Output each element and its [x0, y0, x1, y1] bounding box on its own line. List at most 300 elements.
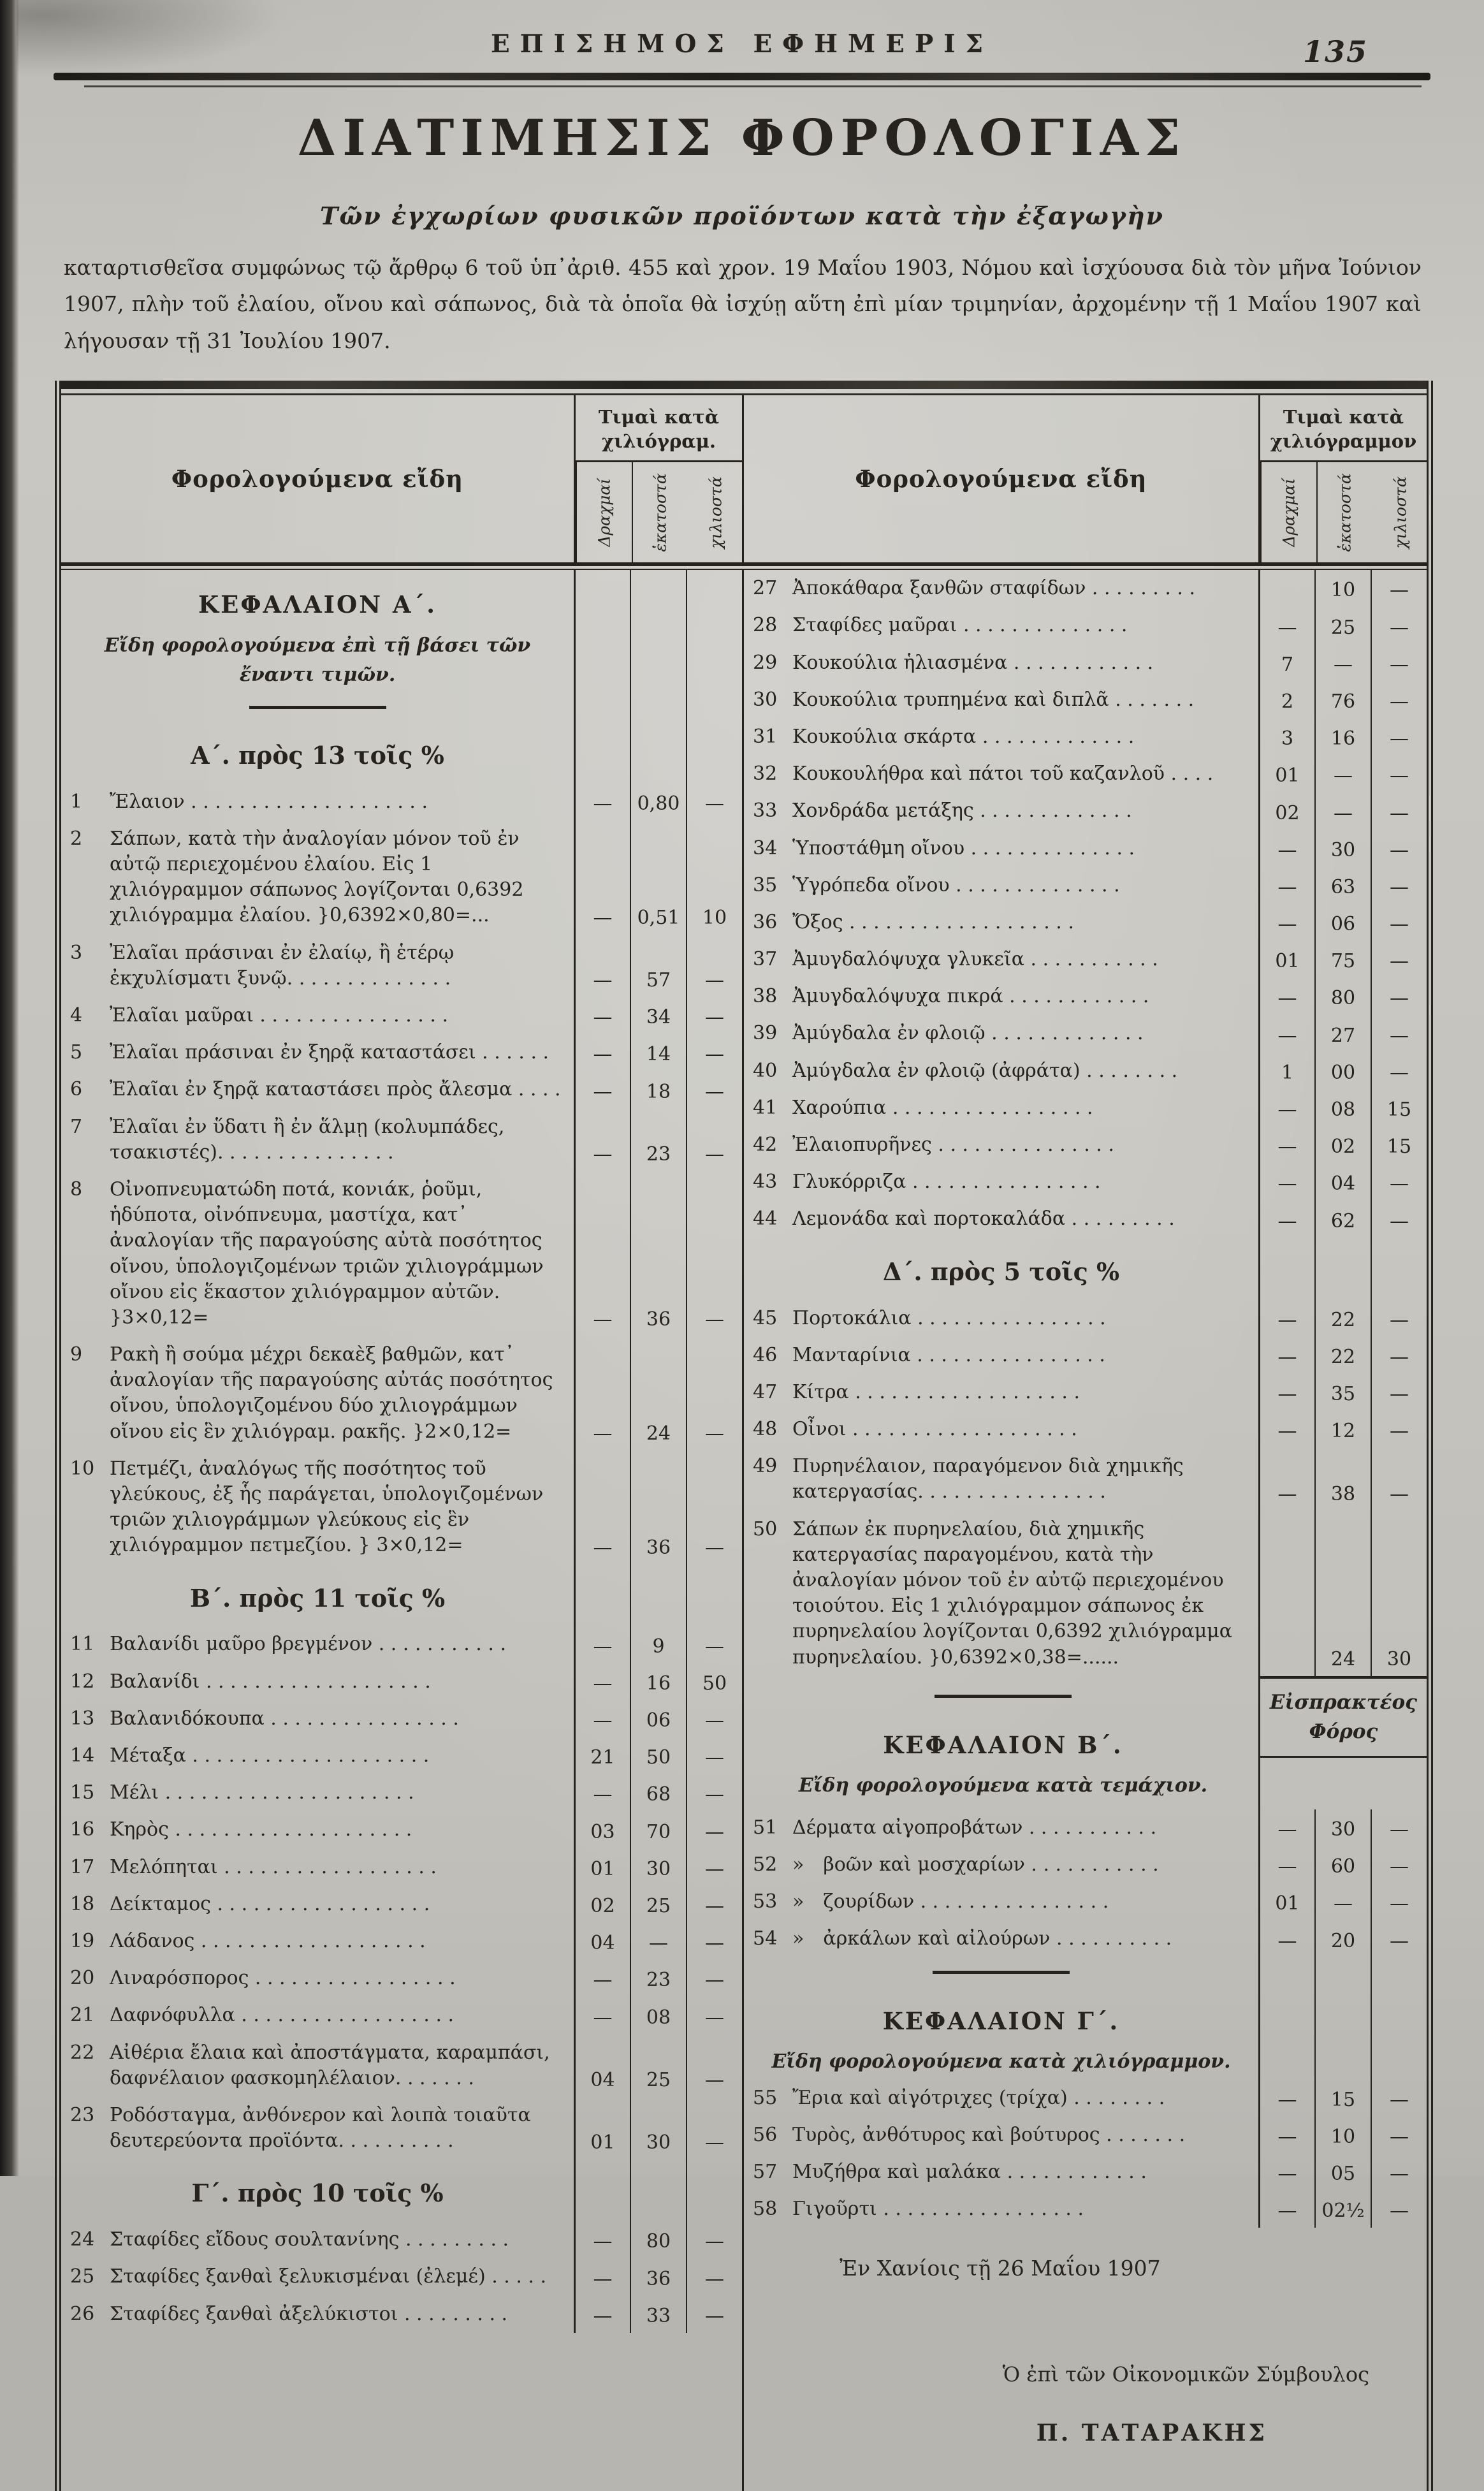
hundredths-value: 16: [1314, 719, 1371, 756]
hundredths-value: —: [1314, 645, 1371, 682]
masthead-title: ΕΠΙΣΗΜΟΣ ΕΦΗΜΕΡΙΣ: [490, 29, 994, 59]
tariff-item-number: 15: [70, 1781, 95, 1804]
tariff-item-number: 49: [753, 1455, 778, 1478]
hundredths-value: 04: [1314, 1164, 1371, 1201]
tariff-item-label: Ἐλαῖαι μαῦραι . . . . . . . . . . . . . . . .: [110, 1004, 448, 1027]
tariff-item-label: Σταφίδες μαῦραι . . . . . . . . . . . . . .: [792, 614, 1128, 637]
drachmas-value: —: [1258, 1846, 1314, 1883]
hundredths-value: [1314, 2040, 1371, 2080]
table-left-column: [61, 570, 744, 2491]
tariff-item-text: [61, 935, 574, 997]
hundredths-value: 80: [1314, 978, 1371, 1015]
tariff-item-row-19: [61, 1923, 742, 1960]
tariff-item-row-58: [744, 2191, 1427, 2228]
hundredths-value: 57: [630, 935, 686, 997]
hundredths-value: 05: [1314, 2154, 1371, 2191]
tariff-item-number: 42: [753, 1134, 778, 1157]
hundredths-value: 60: [1314, 1846, 1371, 1883]
items-column-header-left: Φορολογούμενα εἴδη: [171, 465, 464, 493]
tariff-item-label: » βοῶν καὶ μοσχαρίων . . . . . . . . . . .: [792, 1853, 1159, 1876]
tariff-item-text: [744, 1809, 1258, 1846]
tariff-item-text: [61, 2296, 574, 2333]
hundredths-value: 08: [630, 1997, 686, 2034]
masthead-rule-thin: [84, 85, 1422, 87]
hundredths-value: 23: [630, 1109, 686, 1171]
tariff-item-label: Βαλανίδι μαῦρο βρεγμένον . . . . . . . . . . .: [110, 1633, 506, 1656]
chapter-row: [744, 1987, 1427, 2040]
tariff-item-row-24: [61, 2221, 742, 2258]
drachmas-value: —: [1258, 1337, 1314, 1374]
drachmas-value: 01: [1258, 941, 1314, 978]
thousandths-value: [686, 693, 742, 722]
table-header-right: [744, 395, 1427, 562]
tariff-item-number: 40: [753, 1059, 778, 1082]
hundredths-value: 06: [1314, 904, 1371, 941]
tariff-item-label: Ἔλαιον . . . . . . . . . . . . . . . . . . . .: [110, 790, 428, 813]
tariff-item-number: 48: [753, 1418, 778, 1441]
tariff-item-row-54: [744, 1920, 1427, 1957]
thousandths-value: —: [686, 1737, 742, 1774]
drachmas-value: —: [574, 1960, 630, 1997]
drachmas-value: —: [1258, 1920, 1314, 1957]
tariff-item-row-43: [744, 1164, 1427, 1201]
chapter-heading: ΚΕΦΑΛΑΙΟΝ Β΄.: [883, 1730, 1123, 1759]
tariff-item-row-35: [744, 867, 1427, 904]
table-top-rule-thick: [61, 381, 1427, 389]
tariff-item-label: Πορτοκάλια . . . . . . . . . . . . . . . .: [792, 1306, 1106, 1329]
thousandths-value: —: [1371, 1164, 1427, 1201]
hundredths-value: —: [1314, 793, 1371, 829]
thousandths-value: —: [1371, 793, 1427, 829]
drachmas-value: —: [574, 1997, 630, 2034]
tariff-item-row-57: [744, 2154, 1427, 2191]
thousandths-value: —: [1371, 1015, 1427, 1052]
hundredths-value: 10: [1314, 570, 1371, 607]
drachmas-value: —: [574, 821, 630, 935]
tariff-item-label: Ὑποστάθμη οἴνου . . . . . . . . . . . . . .: [792, 836, 1135, 859]
tariff-item-text: [744, 1053, 1258, 1090]
thousandths-value: —: [686, 1034, 742, 1071]
tariff-item-text: [744, 2080, 1258, 2117]
tariff-item-number: 56: [753, 2123, 778, 2146]
thousandths-value: —: [1371, 682, 1427, 719]
tariff-item-label: Γιγοῦρτι . . . . . . . . . . . . . . . . .: [792, 2198, 1084, 2221]
chapter-block: [744, 1676, 1258, 1809]
table-body: [61, 570, 1427, 2491]
tariff-item-row-2: [61, 821, 742, 935]
hundredths-value: 27: [1314, 1015, 1371, 1052]
tariff-item-label: Ἀμύγδαλα ἐν φλοιῷ (ἀφράτα) . . . . . . . .: [792, 1059, 1178, 1082]
tariff-item-text: [61, 2258, 574, 2295]
tariff-item-row-8: [61, 1171, 742, 1336]
chapter-heading: ΚΕΦΑΛΑΙΟΝ Α΄.: [198, 590, 437, 619]
tariff-item-row-26: [61, 2296, 742, 2333]
short-divider-rule: [935, 1695, 1072, 1698]
signer-name: Π. ΤΑΤΑΡΑΚΗΣ: [1036, 2420, 1267, 2447]
thousandths-value: 10: [686, 821, 742, 935]
items-column-header-right: Φορολογούμενα εἴδη: [855, 465, 1147, 493]
thousandths-value: —: [1371, 645, 1427, 682]
hundredths-value: 25: [1314, 607, 1371, 644]
hundredths-value: 62: [1314, 1201, 1371, 1238]
tariff-item-number: 18: [70, 1892, 95, 1915]
tariff-item-row-22: [61, 2034, 742, 2097]
thousandths-value: —: [1371, 1411, 1427, 1448]
chapter-row: [61, 570, 742, 624]
tariff-item-text: [744, 830, 1258, 867]
section-heading: Δ΄. πρὸς 5 τοῖς %: [882, 1257, 1120, 1286]
tariff-item-label: Πυρηνέλαιον, παραγόμενον διὰ χημικῆς κατεργασίας. . . . . . . . . . . . . . . .: [792, 1455, 1184, 1503]
tariff-item-row-18: [61, 1886, 742, 1923]
tariff-item-number: 27: [753, 577, 778, 600]
tariff-item-number: 55: [753, 2086, 778, 2109]
drachmas-value: —: [574, 1071, 630, 1108]
tariff-item-label: » ἀρκάλων καὶ αἰλούρων . . . . . . . . . .: [792, 1927, 1172, 1950]
thousandths-column-label: χιλιοστά: [706, 476, 725, 549]
drachmas-value: —: [1258, 1411, 1314, 1448]
tariff-item-number: 41: [753, 1096, 778, 1119]
thousandths-value: —: [1371, 1883, 1427, 1920]
tariff-item-row-42: [744, 1127, 1427, 1164]
tariff-item-number: 31: [753, 725, 778, 748]
section-row: [744, 1238, 1427, 1300]
thousandths-value: —: [686, 1811, 742, 1848]
tariff-item-label: Κουκουλήθρα καὶ πάτοι τοῦ καζανλοῦ . . . .: [792, 763, 1214, 785]
tariff-item-text: [744, 1920, 1258, 1957]
tariff-item-row-10: [61, 1450, 742, 1565]
hundredths-value: 35: [1314, 1374, 1371, 1411]
signer-title: Ὁ ἐπὶ τῶν Οἰκονομικῶν Σύμβουλος: [1002, 2362, 1369, 2387]
tariff-item-text: [744, 1300, 1258, 1337]
tariff-item-number: 38: [753, 985, 778, 1008]
thousandths-value: —: [686, 2097, 742, 2159]
section-row: [61, 2159, 742, 2221]
hundredths-value: 22: [1314, 1337, 1371, 1374]
thousandths-value: —: [686, 1960, 742, 1997]
drachmas-value: 04: [574, 1923, 630, 1960]
tariff-item-label: Κηρὸς . . . . . . . . . . . . . . . . . . . .: [110, 1818, 412, 1841]
tariff-item-text: [61, 1960, 574, 1997]
tariff-item-number: 44: [753, 1208, 778, 1231]
thousandths-value: —: [686, 2034, 742, 2097]
tariff-item-row-46: [744, 1337, 1427, 1374]
hundredths-value: 30: [1314, 830, 1371, 867]
hundredths-value: 30: [1314, 1809, 1371, 1846]
subtitle-heading: Εἴδη φορολογούμενα ἐπὶ τῇ βάσει τῶν ἔναντι τιμῶν.: [104, 634, 531, 687]
drachmas-value: 04: [574, 2034, 630, 2097]
tariff-item-number: 54: [753, 1927, 778, 1950]
tariff-item-number: 25: [70, 2265, 95, 2288]
tariff-item-label: Δαφνόφυλλα . . . . . . . . . . . . . . . . . .: [110, 2004, 455, 2027]
tariff-item-label: Μελόπηται . . . . . . . . . . . . . . . . . .: [110, 1855, 437, 1878]
tariff-item-row-1: [61, 784, 742, 821]
hundredths-value: 12: [1314, 1411, 1371, 1448]
tariff-item-number: 29: [753, 651, 778, 674]
divider-row: [61, 693, 742, 722]
tariff-item-row-40: [744, 1053, 1427, 1090]
tariff-item-text: [61, 1626, 574, 1663]
tariff-item-number: 17: [70, 1855, 95, 1878]
tariff-item-row-25: [61, 2258, 742, 2295]
tariff-item-row-17: [61, 1849, 742, 1886]
drachmas-value: [574, 693, 630, 722]
hundredths-value: 38: [1314, 1448, 1371, 1510]
tariff-table: [55, 381, 1433, 2491]
drachmas-value: —: [574, 1171, 630, 1336]
tariff-item-number: 21: [70, 2004, 95, 2027]
thousandths-value: —: [1371, 941, 1427, 978]
tariff-item-number: 37: [753, 948, 778, 971]
hundredths-value: 20: [1314, 1920, 1371, 1957]
tariff-item-text: [744, 2117, 1258, 2154]
hundredths-value: —: [1314, 756, 1371, 793]
drachmas-value: [574, 570, 630, 624]
tariff-item-label: Λεμονάδα καὶ πορτοκαλάδα . . . . . . . . .: [792, 1208, 1175, 1231]
hundredths-value: [1314, 1238, 1371, 1300]
thousandths-value: [686, 570, 742, 624]
drachmas-value: 01: [1258, 756, 1314, 793]
tariff-item-label: Χονδράδα μετάξης . . . . . . . . . . . . .: [792, 800, 1132, 822]
tariff-item-label: Ἀμύγδαλα ἐν φλοιῷ . . . . . . . . . . . . .: [792, 1022, 1144, 1045]
tariff-item-text: [744, 978, 1258, 1015]
hundredths-value: 0,51: [630, 821, 686, 935]
hundredths-value: 24: [630, 1336, 686, 1450]
tariff-item-text: [61, 1811, 574, 1848]
tariff-item-label: Ἐλαῖαι πράσιναι ἐν ξηρᾷ καταστάσει . . . . . .: [110, 1041, 549, 1064]
tariff-item-label: Κουκούλια ἡλιασμένα . . . . . . . . . . . .: [792, 651, 1154, 674]
tariff-item-number: 51: [753, 1816, 778, 1839]
divider-row: [744, 1958, 1427, 1987]
drachmas-value: 2: [1258, 682, 1314, 719]
thousandths-value: [686, 722, 742, 784]
tariff-item-text: [744, 1511, 1258, 1676]
tariff-item-number: 10: [70, 1457, 95, 1480]
tariff-item-row-48: [744, 1411, 1427, 1448]
tariff-item-row-44: [744, 1201, 1427, 1238]
tariff-item-label: Δέρματα αἰγοπροβάτων . . . . . . . . . . .: [792, 1816, 1157, 1839]
book-gutter-shadow: [0, 0, 19, 2176]
price-columns-header-right: [1258, 395, 1427, 562]
hundredths-value: 22: [1314, 1300, 1371, 1337]
thousandths-value: —: [686, 1071, 742, 1108]
tariff-item-row-28: [744, 607, 1427, 644]
thousandths-value: —: [1371, 1374, 1427, 1411]
unit-columns-left: [576, 462, 742, 563]
tariff-item-label: Πετμέζι, ἀναλόγως τῆς ποσότητος τοῦ γλεύκους, ἐξ ἧς παράγεται, ὑπολογιζομένων τριῶν χιλιογράμμων γλεύκους εἰς ἓν χιλιόγραμμον πετμεζίου. } 3×0,12=: [110, 1457, 544, 1557]
drachmas-value: 01: [574, 2097, 630, 2159]
tariff-item-text: [61, 1071, 574, 1108]
thousandths-value: —: [1371, 756, 1427, 793]
tariff-item-label: Τυρὸς, ἀνθότυρος καὶ βούτυρος . . . . . . .: [792, 2123, 1186, 2146]
hundredths-value: 10: [1314, 2117, 1371, 2154]
section-heading: Β΄. πρὸς 11 τοῖς %: [189, 1583, 446, 1612]
drachmas-value: —: [1258, 867, 1314, 904]
tariff-item-text: [61, 1034, 574, 1071]
tariff-item-text: [61, 1774, 574, 1811]
drachmas-value: —: [1258, 1164, 1314, 1201]
hundredths-value: 18: [630, 1071, 686, 1108]
tariff-item-number: 57: [753, 2161, 778, 2184]
tariff-item-text: [61, 2221, 574, 2258]
header-bottom-rule-thick: [61, 562, 1427, 566]
tariff-item-number: 13: [70, 1707, 95, 1730]
tariff-item-text: [744, 1090, 1258, 1127]
hundredths-value: 30: [630, 1849, 686, 1886]
thousandths-value: —: [686, 1336, 742, 1450]
tariff-item-text: [61, 1700, 574, 1737]
tariff-item-row-3: [61, 935, 742, 997]
hundredths-value: 24: [1314, 1511, 1371, 1676]
drachmas-value: —: [574, 1774, 630, 1811]
thousandths-value: —: [686, 1849, 742, 1886]
tariff-item-text: [61, 2097, 574, 2159]
tariff-item-number: 46: [753, 1343, 778, 1366]
hundredths-value: 25: [630, 1886, 686, 1923]
tariff-item-number: 11: [70, 1633, 95, 1656]
thousandths-value: 50: [686, 1663, 742, 1700]
tariff-item-label: Ἐλαῖαι ἐν ὕδατι ἢ ἐν ἅλμῃ (κολυμπάδες, τσακιστές). . . . . . . . . . . . . . .: [110, 1115, 505, 1164]
tariff-item-number: 43: [753, 1171, 778, 1194]
section-row: [61, 1565, 742, 1626]
thousandths-value: —: [1371, 2117, 1427, 2154]
thousandths-value: —: [686, 1923, 742, 1960]
tariff-item-text: [744, 1127, 1258, 1164]
tariff-item-label: Σάπων, κατὰ τὴν ἀναλογίαν μόνον τοῦ ἐν αὐτῷ περιεχομένου ἐλαίου. Εἰς 1 χιλιόγραμμον σάπωνος λογίζονται 0,6392 χιλιόγραμμα ἐλαίου. }0,6392×0,80=...: [110, 827, 524, 927]
tariff-item-row-6: [61, 1071, 742, 1108]
hundredths-value: 63: [1314, 867, 1371, 904]
hundredths-value: 06: [630, 1700, 686, 1737]
tariff-item-number: 1: [70, 790, 83, 813]
price-label-right: Τιμαὶ κατὰ χιλιόγραμμον: [1260, 395, 1427, 462]
tariff-item-number: 36: [753, 910, 778, 933]
drachmas-value: [1258, 570, 1314, 607]
drachmas-value: 1: [1258, 1053, 1314, 1090]
drachmas-value: —: [1258, 1300, 1314, 1337]
drachmas-value: —: [1258, 1015, 1314, 1052]
tariff-item-row-31: [744, 719, 1427, 756]
tariff-item-text: [744, 793, 1258, 829]
tariff-item-text: [744, 1448, 1258, 1510]
tariff-item-label: Χαρούπια . . . . . . . . . . . . . . . . .: [792, 1096, 1093, 1119]
tariff-item-number: 28: [753, 614, 778, 637]
tariff-item-label: Αἰθέρια ἔλαια καὶ ἀποστάγματα, καραμπάσι, δαφνέλαιον φασκομηλέλαιον. . . . . . .: [110, 2041, 550, 2089]
drachmas-value: —: [574, 784, 630, 821]
drachmas-value: —: [574, 1663, 630, 1700]
thousandths-value: —: [1371, 1846, 1427, 1883]
thousandths-value: —: [1371, 570, 1427, 607]
tariff-item-number: 24: [70, 2228, 95, 2251]
hundredths-value: 15: [1314, 2080, 1371, 2117]
drachmas-value: [574, 722, 630, 784]
section-heading: Α΄. πρὸς 13 τοῖς %: [191, 740, 444, 770]
tariff-item-number: 35: [753, 873, 778, 896]
tariff-item-label: Σταφίδες ξανθαὶ ξελυκισμέναι (ἐλεμέ) . . . . .: [110, 2265, 547, 2288]
drachmas-value: —: [574, 997, 630, 1034]
thousandths-value: —: [1371, 2080, 1427, 2117]
thousandths-value: [1371, 1987, 1427, 2040]
drachmas-value: —: [574, 935, 630, 997]
drachmas-value: —: [574, 1109, 630, 1171]
tariff-item-label: Κίτρα . . . . . . . . . . . . . . . . . . .: [792, 1380, 1080, 1403]
tariff-item-text: [744, 1201, 1258, 1238]
thousandths-value: —: [1371, 1201, 1427, 1238]
drachmas-value: [1258, 2040, 1314, 2080]
tariff-item-number: 5: [70, 1041, 83, 1064]
drachmas-value: —: [1258, 2191, 1314, 2228]
tariff-item-row-15: [61, 1774, 742, 1811]
tariff-item-row-16: [61, 1811, 742, 1848]
tariff-item-label: Ροδόσταγμα, ἀνθόνερον καὶ λοιπὰ τοιαῦτα δευτερεύοντα προϊόντα. . . . . . . . . .: [110, 2103, 531, 2152]
drachmas-value: [574, 2159, 630, 2221]
tariff-item-text: [61, 1450, 574, 1565]
tariff-item-row-5: [61, 1034, 742, 1071]
tariff-item-row-47: [744, 1374, 1427, 1411]
tariff-item-number: 9: [70, 1343, 83, 1366]
hundredths-value: 50: [630, 1737, 686, 1774]
tariff-item-text: [744, 719, 1258, 756]
tariff-item-label: Ἀμυγδαλόψυχα πικρά . . . . . . . . . . . .: [792, 985, 1149, 1008]
thousandths-value: —: [686, 1171, 742, 1336]
thousandths-value: —: [686, 2221, 742, 2258]
tariff-item-row-51: [744, 1809, 1427, 1846]
tariff-item-row-33: [744, 793, 1427, 829]
tariff-item-number: 6: [70, 1078, 83, 1101]
drachmas-value: —: [574, 1450, 630, 1565]
drachmas-value: 02: [574, 1886, 630, 1923]
tariff-item-label: Μέταξα . . . . . . . . . . . . . . . . . . . .: [110, 1744, 430, 1767]
thousandths-value: [686, 624, 742, 693]
hundredths-value: 16: [630, 1663, 686, 1700]
drachmas-value: —: [574, 1626, 630, 1663]
drachmas-value: —: [1258, 1201, 1314, 1238]
tariff-item-row-9: [61, 1336, 742, 1450]
thousandths-value: —: [1371, 867, 1427, 904]
tariff-item-row-23: [61, 2097, 742, 2159]
thousandths-value: —: [686, 1886, 742, 1923]
document-title: ΔΙΑΤΙΜΗΣΙΣ ΦΟΡΟΛΟΓΙΑΣ: [297, 109, 1187, 167]
drachmas-value: 21: [574, 1737, 630, 1774]
tariff-item-number: 19: [70, 1929, 95, 1952]
tariff-item-number: 2: [70, 827, 83, 850]
tariff-item-text: [61, 1886, 574, 1923]
document-subtitle: Τῶν ἐγχωρίων φυσικῶν προϊόντων κατὰ τὴν ἐξαγωγὴν: [320, 201, 1164, 230]
tariff-item-label: Λάδανος . . . . . . . . . . . . . . . . . . .: [110, 1929, 426, 1952]
drachmas-value: —: [1258, 1374, 1314, 1411]
tariff-item-number: 4: [70, 1004, 83, 1027]
tariff-item-text: [744, 607, 1258, 644]
tariff-item-number: 26: [70, 2302, 95, 2325]
subtitle-heading: Εἴδη φορολογούμενα κατὰ τεμάχιον.: [798, 1774, 1208, 1797]
drachmas-value: —: [1258, 830, 1314, 867]
thousandths-value: —: [1371, 719, 1427, 756]
tariff-item-number: 53: [753, 1890, 778, 1913]
thousandths-value: —: [686, 1997, 742, 2034]
tariff-item-text: [744, 1883, 1258, 1920]
tariff-item-number: 22: [70, 2041, 95, 2064]
hundredths-value: [1314, 1958, 1371, 1987]
tariff-item-label: Λιναρόσπορος . . . . . . . . . . . . . . . . .: [110, 1967, 456, 1990]
tariff-item-text: [61, 784, 574, 821]
thousandths-value: 15: [1371, 1090, 1427, 1127]
thousandths-value: —: [1371, 1053, 1427, 1090]
thousandths-value: —: [1371, 607, 1427, 644]
tariff-item-text: [744, 1337, 1258, 1374]
hundredths-value: 70: [630, 1811, 686, 1848]
drachmas-value: 01: [1258, 1883, 1314, 1920]
hundredths-value: [1314, 1987, 1371, 2040]
tariff-item-row-55: [744, 2080, 1427, 2117]
tariff-item-row-30: [744, 682, 1427, 719]
